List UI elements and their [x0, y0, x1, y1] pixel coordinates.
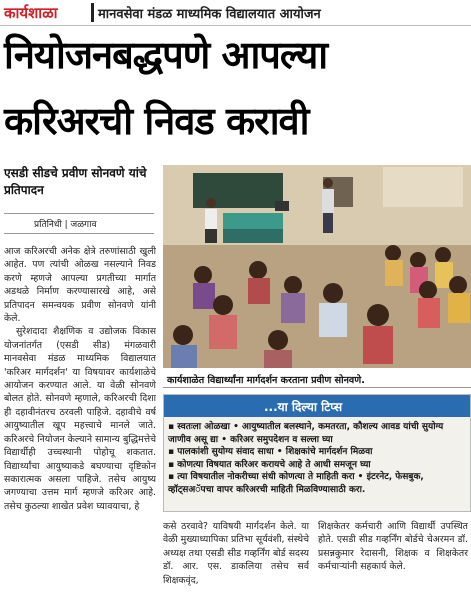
strap-kicker: मानवसेवा मंडळ माध्यमिक विद्यालयात आयोजन — [98, 7, 321, 22]
tip-item: ▪ स्वतःला ओळखा • आयुष्यातील बलस्थाने, कमतरता, कौशल्य आवड यांची सुयोग्य जाणीव असू द्या • करिअर समुपदेशन व सल्ला घ्या — [168, 421, 468, 446]
section-strap — [0, 0, 471, 26]
tip-item: ▪ त्या विषयातील नोकरीच्या संधी कोणत्या ते माहिती करा • इंटरनेट, फेसबुक, व्हॉट्सअॅपचा वापर करिअरची माहिती मिळविण्यासाठी करा. — [168, 471, 468, 496]
strap-divider — [91, 3, 94, 22]
body-paragraph: आज करिअरची अनेक क्षेत्रे तरुणांसाठी खुली आहेत. पण त्यांची ओळख नसल्याने निवड करणे म्हणजे आपल्या प्रगतीच्या मार्गात अडथळे निर्माण करण्यासारखे आहे, असे प्रतिपादन समन्वयक प्रवीण सोनवणे यांनी केले. — [4, 246, 156, 325]
tips-box — [163, 394, 471, 512]
photo-caption: कार्यशाळेत विद्यार्थ्यांना मार्गदर्शन करताना प्रवीण सोनवणे. — [163, 370, 471, 388]
headline-line-1: नियोजनबद्धपणे आपल्या — [4, 33, 328, 77]
section-tag: कार्यशाळा — [4, 4, 58, 22]
article-body — [4, 245, 156, 600]
news-photo — [163, 165, 471, 368]
tip-item: ▪ कोणत्या विषयात करिअर करायचे आहे ते आधी समजून घ्या — [168, 459, 468, 472]
tips-title: ...या दिल्या टिप्स — [264, 400, 343, 414]
body-paragraph: सुरेशदादा शैक्षणिक व उद्योजक विकास योजनांतर्गत (एसडी सीड) मंगळवारी मानवसेवा मंडळ माध्यमिक विद्यालयात 'करिअर मार्गदर्शन' या विषयावर कार्यशाळेचे आयोजन करण्यात आले. या वेळी सोनवणे बोलत होते. सोनवणे म्हणाले, करिअरची दिशा ही दहावीनंतरच ठरवली पाहिजे. दहावीचे वर्ष आयुष्यातील खूप महत्त्वाचे मानले जाते. करिअरचे नियोजन केल्याने सामान्य बुद्धिमत्तेचे विद्यार्थीही उच्चस्थानी पोहोचू शकतात. विद्यार्थ्यांचा आयुष्याकडे बघण्याचा दृष्टिकोन सकारात्मक असला पाहिजे. तसेच आयुष्य जगण्याचा उत्तम मार्ग म्हणजे करिअर आहे. तसेच कुठल्या शाखेत प्रवेश घ्यावयाचा, हे — [4, 326, 156, 512]
tips-list — [168, 421, 468, 497]
tips-header — [164, 395, 470, 417]
byline: प्रतिनिधी | जळगाव — [4, 213, 154, 234]
headline-line-2: करिअरची निवड करावी — [4, 99, 309, 143]
tip-item: ▪ पालकांशी सुयोग्य संवाद साधा • शिक्षकांचे मार्गदर्शन मिळवा — [168, 446, 468, 459]
body-continued-col-2: शिक्षकेतर कर्मचारी आणि विद्यार्थी उपस्थित होते. एसडी सीड गव्हर्निंग बोर्डचे चेअरमन डॉ. प्रसन्नकुमार रेदासनी, शिक्षक व शिक्षकेतर कर्मचाऱ्यांनी सहकार्य केले. — [318, 521, 468, 573]
classroom-photo-image — [163, 165, 471, 368]
deck-subhead: एसडी सीडचे प्रवीण सोनवणे यांचे प्रतिपादन — [4, 166, 147, 198]
body-continued-col-1: कसे ठरवावे? याविषयी मार्गदर्शन केले. या वेळी मुख्याध्यापिका प्रतिभा सूर्यवंशी, संस्थेचे अध्यक्ष तथा एसडी सीड गव्हर्निंग बोर्ड सदस्य डॉ. आर. एस. डाकलिया तसेच सर्व शिक्षकवृंद, — [163, 521, 309, 586]
